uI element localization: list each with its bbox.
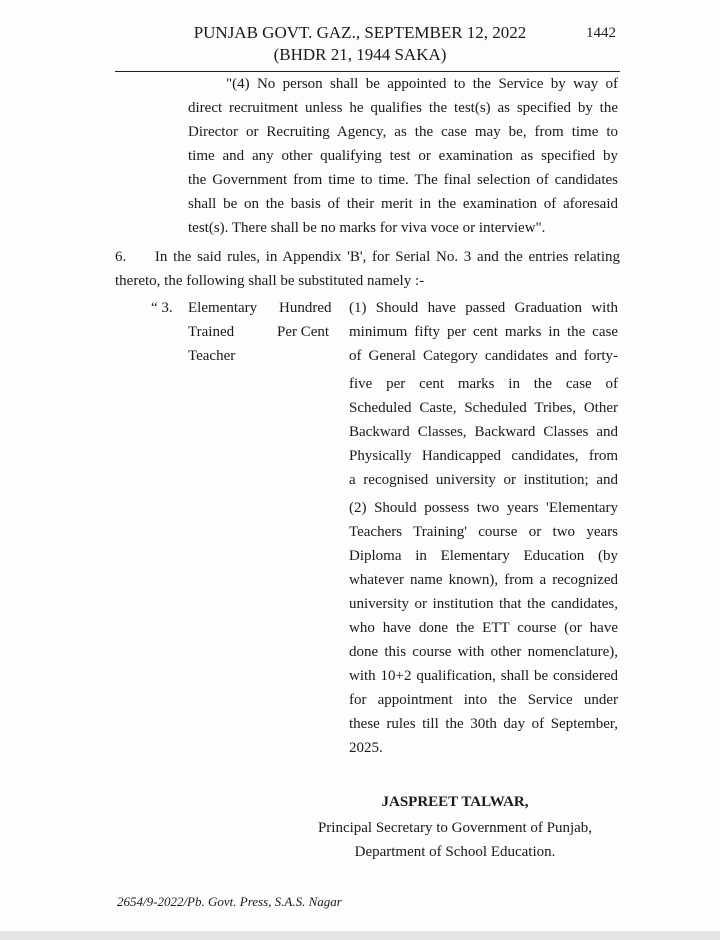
quoted-rule-line: the Government from time to time. The final selection of candidates bbox=[188, 172, 618, 188]
page-bottom-edge bbox=[0, 931, 720, 940]
quota-line: Hundred bbox=[279, 300, 332, 316]
qualification-line: Backward Classes, Backward Classes and bbox=[349, 424, 618, 440]
qualification-line: done this course with other nomenclature), bbox=[349, 644, 618, 660]
signatory-designation: Principal Secretary to Government of Punjab, bbox=[317, 820, 593, 836]
paragraph-line: thereto, the following shall be substituted namely :- bbox=[115, 273, 425, 289]
quoted-rule-line: shall be on the basis of their merit in the examination of aforesaid bbox=[188, 196, 618, 212]
qualification-line: five per cent marks in the case of bbox=[349, 376, 618, 392]
serial-number: “ 3. bbox=[151, 300, 173, 316]
post-name-line: Trained bbox=[188, 324, 235, 340]
quoted-rule-line: test(s). There shall be no marks for viva voce or interview". bbox=[188, 220, 546, 236]
signatory-name: JASPREET TALWAR, bbox=[381, 794, 529, 810]
qualification-line: (2) Should possess two years 'Elementary bbox=[349, 500, 618, 516]
qualification-line: Teachers Training' course or two years bbox=[349, 524, 618, 540]
qualification-line: for appointment into the Service under bbox=[349, 692, 618, 708]
quoted-rule-line: "(4) No person shall be appointed to the Service by way of bbox=[226, 76, 618, 92]
qualification-line: 2025. bbox=[349, 740, 383, 756]
gazette-subtitle: (BHDR 21, 1944 SAKA) bbox=[273, 45, 447, 64]
qualification-line: of General Category candidates and forty- bbox=[349, 348, 618, 364]
qualification-line: minimum fifty per cent marks in the case bbox=[349, 324, 618, 340]
quoted-rule-line: direct recruitment unless he qualifies the test(s) as specified by the bbox=[188, 100, 618, 116]
qualification-line: who have done the ETT course (or have bbox=[349, 620, 618, 636]
qualification-line: a recognised university or institution; and bbox=[349, 472, 618, 488]
qualification-line: with 10+2 qualification, shall be considered bbox=[349, 668, 618, 684]
qualification-line: these rules till the 30th day of September, bbox=[349, 716, 618, 732]
paragraph-line: 6. In the said rules, in Appendix 'B', for Serial No. 3 and the entries relating bbox=[115, 249, 620, 265]
post-name-line: Teacher bbox=[188, 348, 236, 364]
post-name-line: Elementary bbox=[188, 300, 258, 316]
qualification-line: university or institution that the candidates, bbox=[349, 596, 618, 612]
qualification-line: whatever name known), from a recognized bbox=[349, 572, 618, 588]
gazette-title: PUNJAB GOVT. GAZ., SEPTEMBER 12, 2022 bbox=[193, 23, 527, 42]
quoted-rule-line: Director or Recruiting Agency, as the case may be, from time to bbox=[188, 124, 618, 140]
quota-line: Per Cent bbox=[277, 324, 330, 340]
qualification-line: Diploma in Elementary Education (by bbox=[349, 548, 618, 564]
signatory-department: Department of School Education. bbox=[354, 844, 556, 860]
header-rule bbox=[115, 71, 620, 72]
quoted-rule-line: time and any other qualifying test or examination as specified by bbox=[188, 148, 618, 164]
qualification-line: (1) Should have passed Graduation with bbox=[349, 300, 618, 316]
qualification-line: Physically Handicapped candidates, from bbox=[349, 448, 618, 464]
page-number: 1442 bbox=[586, 25, 616, 41]
qualification-line: Scheduled Caste, Scheduled Tribes, Other bbox=[349, 400, 618, 416]
press-footer: 2654/9-2022/Pb. Govt. Press, S.A.S. Nagar bbox=[117, 894, 342, 909]
